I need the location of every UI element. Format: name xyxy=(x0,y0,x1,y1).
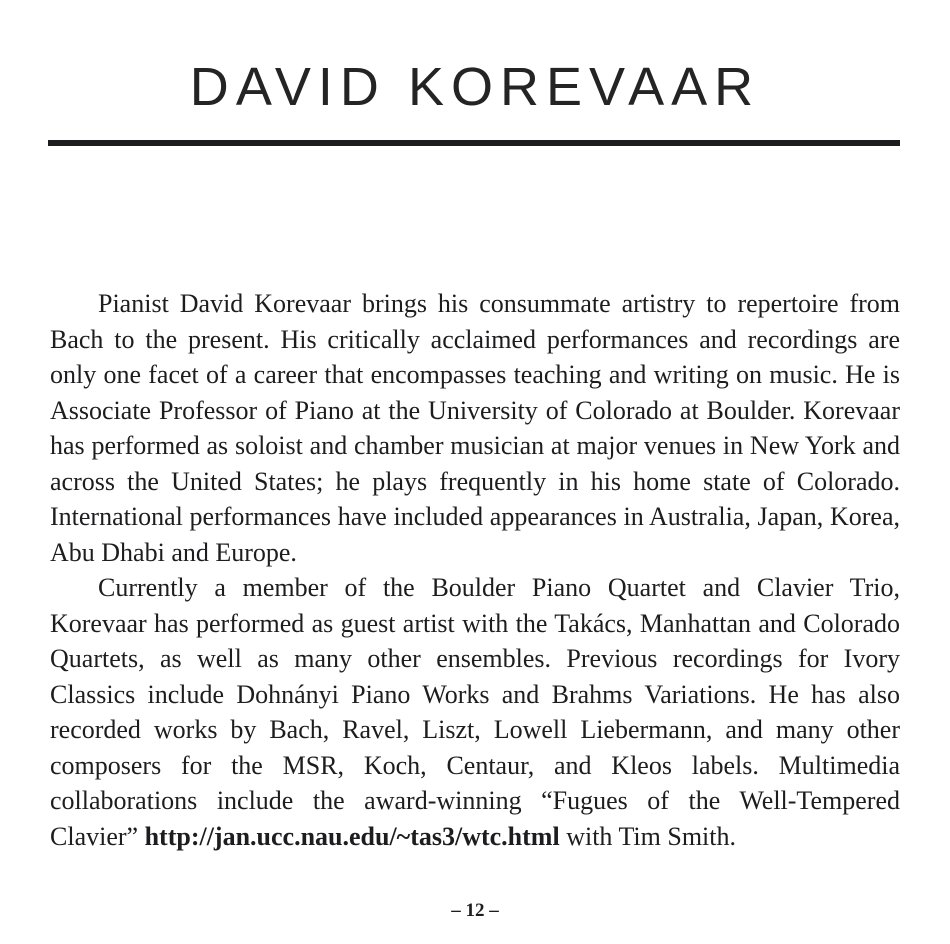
title-divider-rule xyxy=(48,140,900,146)
bio-paragraph-1: Pianist David Korevaar brings his consummate artistry to repertoire from Bach to the present. His critically acclaimed performances and recordings are only one facet of a career that encompasses teaching and writing on music. He is Associate Professor of Piano at the University of Colorado at Boulder. Korevaar has performed as soloist and chamber musician at major venues in New York and across the United States; he plays frequently in his home state of Colorado. International performances have included appearances in Australia, Japan, Korea, Abu Dhabi and Europe. xyxy=(50,289,900,567)
bio-paragraph-2-text-before-url: Currently a member of the Boulder Piano Quartet and Clavier Trio, Korevaar has performed as guest artist with the Takács, Manhattan and Colorado Quartets, as well as many other ensembles. Previous recordings for Ivory Classics include Dohnányi Piano Works and Brahms Variations. He has also recorded works by Bach, Ravel, Liszt, Lowell Liebermann, and many other composers for the MSR, Koch, Centaur, and Kleos labels. Multimedia collaborations include the award-winning “Fugues of the Well-Tempered Clavier” xyxy=(50,573,900,851)
page-number: – 12 – xyxy=(451,900,499,921)
bio-paragraph-2-text-after-url: with Tim Smith. xyxy=(559,821,736,851)
wtc-url: http://jan.ucc.nau.edu/~tas3/wtc.html xyxy=(144,821,560,851)
bio-paragraph-2 xyxy=(50,570,900,854)
biography-text xyxy=(50,286,900,854)
page-title: DAVID KOREVAAR xyxy=(189,57,761,117)
